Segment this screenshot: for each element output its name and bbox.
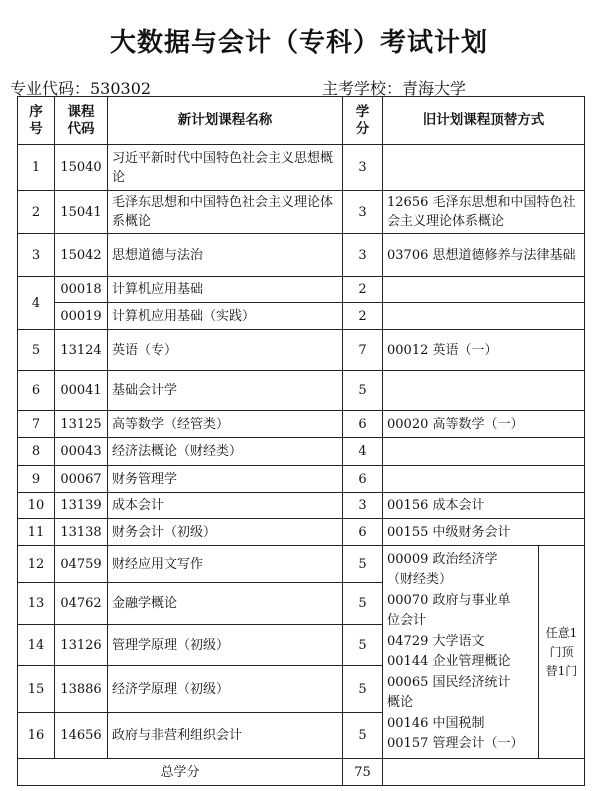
cell-credit: 5: [343, 625, 383, 666]
cell-seq: 8: [18, 438, 55, 466]
elective-line: 00070 政府与事业单: [387, 592, 511, 608]
header-code: 课程 代码: [55, 97, 108, 145]
table-row: [18, 234, 585, 277]
table-row: [18, 145, 585, 191]
cell-name: 计算机应用基础: [108, 277, 343, 303]
elective-line: 00065 国民经济统计: [387, 674, 511, 690]
cell-name: 财务管理学: [108, 466, 343, 493]
table-header-row: [18, 97, 585, 145]
elective-line: 04729 大学语文: [387, 633, 485, 649]
cell-name: 英语（专）: [108, 330, 343, 371]
cell-old: [383, 277, 585, 303]
cell-code: 13125: [55, 411, 108, 438]
cell-credit: 5: [343, 666, 383, 713]
cell-code: 13126: [55, 625, 108, 666]
elective-note: 任意1 门顶 替1门: [539, 546, 585, 759]
cell-seq: 4: [18, 277, 55, 330]
header-old-plan: 旧计划课程顶替方式: [383, 97, 585, 145]
cell-old: [383, 438, 585, 466]
exam-plan-table: [17, 96, 585, 786]
cell-credit: 2: [343, 277, 383, 303]
cell-seq: 12: [18, 546, 55, 583]
cell-old: [383, 145, 585, 191]
total-credits-value: 75: [343, 759, 383, 786]
table-row: [18, 303, 585, 330]
cell-old: 00012 英语（一）: [383, 330, 585, 371]
cell-old: [383, 371, 585, 411]
table-row: [18, 466, 585, 493]
cell-credit: 5: [343, 583, 383, 625]
cell-credit: 3: [343, 191, 383, 234]
table-row: [18, 546, 585, 583]
cell-seq: 13: [18, 583, 55, 625]
cell-code: 04762: [55, 583, 108, 625]
elective-course-list: [383, 546, 539, 759]
cell-seq: 15: [18, 666, 55, 713]
cell-credit: 5: [343, 546, 383, 583]
cell-code: 00041: [55, 371, 108, 411]
cell-name: 财经应用文写作: [108, 546, 343, 583]
cell-credit: 6: [343, 519, 383, 546]
cell-old: 00155 中级财务会计: [383, 519, 585, 546]
cell-name: 政府与非营利组织会计: [108, 713, 343, 759]
header-credit: 学 分: [343, 97, 383, 145]
cell-code: 14656: [55, 713, 108, 759]
cell-old: 00156 成本会计: [383, 493, 585, 519]
elective-line: （财经类）: [387, 572, 453, 587]
cell-credit: 6: [343, 466, 383, 493]
table-row: [18, 277, 585, 303]
cell-credit: 5: [343, 371, 383, 411]
cell-seq: 7: [18, 411, 55, 438]
cell-code: 15041: [55, 191, 108, 234]
table-row: [18, 519, 585, 546]
cell-credit: 4: [343, 438, 383, 466]
cell-old: [383, 303, 585, 330]
cell-seq: 9: [18, 466, 55, 493]
cell-name: 基础会计学: [108, 371, 343, 411]
elective-line: 00009 政治经济学: [387, 551, 498, 567]
page-title: 大数据与会计（专科）考试计划: [109, 28, 488, 58]
cell-credit: 7: [343, 330, 383, 371]
cell-seq: 1: [18, 145, 55, 191]
cell-credit: 2: [343, 303, 383, 330]
header-name: 新计划课程名称: [108, 97, 343, 145]
cell-name: 经济法概论（财经类）: [108, 438, 343, 466]
cell-code: 13139: [55, 493, 108, 519]
cell-seq: 11: [18, 519, 55, 546]
table-row: [18, 371, 585, 411]
cell-credit: 3: [343, 234, 383, 277]
cell-code: 00043: [55, 438, 108, 466]
cell-seq: 3: [18, 234, 55, 277]
cell-code: 00019: [55, 303, 108, 330]
cell-code: 00018: [55, 277, 108, 303]
host-school: 主考学校：青海大学: [322, 79, 467, 98]
table-row: [18, 330, 585, 371]
cell-name: 成本会计: [108, 493, 343, 519]
cell-old: 12656 毛泽东思想和中国特色社会主义理论体系概论: [383, 191, 585, 234]
cell-name: 经济学原理（初级）: [108, 666, 343, 713]
cell-name: 毛泽东思想和中国特色社会主义理论体系概论: [108, 191, 343, 234]
cell-seq: 10: [18, 493, 55, 519]
cell-name: 计算机应用基础（实践）: [108, 303, 343, 330]
cell-old: 00020 高等数学（一）: [383, 411, 585, 438]
cell-code: 04759: [55, 546, 108, 583]
total-row: [18, 759, 585, 786]
cell-code: 13138: [55, 519, 108, 546]
elective-line: 00144 企业管理概论: [387, 654, 511, 669]
cell-seq: 16: [18, 713, 55, 759]
elective-line: 概论: [387, 695, 414, 710]
cell-name: 财务会计（初级）: [108, 519, 343, 546]
cell-seq: 5: [18, 330, 55, 371]
total-credits-label: 总学分: [18, 759, 343, 786]
table-row: [18, 191, 585, 234]
cell-seq: 2: [18, 191, 55, 234]
cell-code: 15042: [55, 234, 108, 277]
elective-line: 00157 管理会计（一）: [387, 736, 524, 751]
cell-name: 思想道德与法治: [108, 234, 343, 277]
cell-code: 00067: [55, 466, 108, 493]
header-seq: 序 号: [18, 97, 55, 145]
cell-old: [383, 466, 585, 493]
major-code: 专业代码：530302: [10, 79, 152, 98]
cell-name: 金融学概论: [108, 583, 343, 625]
table-row: [18, 493, 585, 519]
table-row: [18, 438, 585, 466]
cell-credit: 3: [343, 145, 383, 191]
cell-seq: 6: [18, 371, 55, 411]
cell-seq: 14: [18, 625, 55, 666]
cell-credit: 5: [343, 713, 383, 759]
cell-name: 习近平新时代中国特色社会主义思想概论: [108, 145, 343, 191]
cell-code: 13886: [55, 666, 108, 713]
cell-name: 管理学原理（初级）: [108, 625, 343, 666]
elective-line: 00146 中国税制: [387, 715, 485, 731]
elective-line: 位会计: [387, 613, 427, 628]
cell-credit: 6: [343, 411, 383, 438]
cell-code: 15040: [55, 145, 108, 191]
cell-code: 13124: [55, 330, 108, 371]
cell-name: 高等数学（经管类）: [108, 411, 343, 438]
table-row: [18, 411, 585, 438]
total-empty-cell: [383, 759, 585, 786]
cell-old: 03706 思想道德修养与法律基础: [383, 234, 585, 277]
cell-credit: 3: [343, 493, 383, 519]
